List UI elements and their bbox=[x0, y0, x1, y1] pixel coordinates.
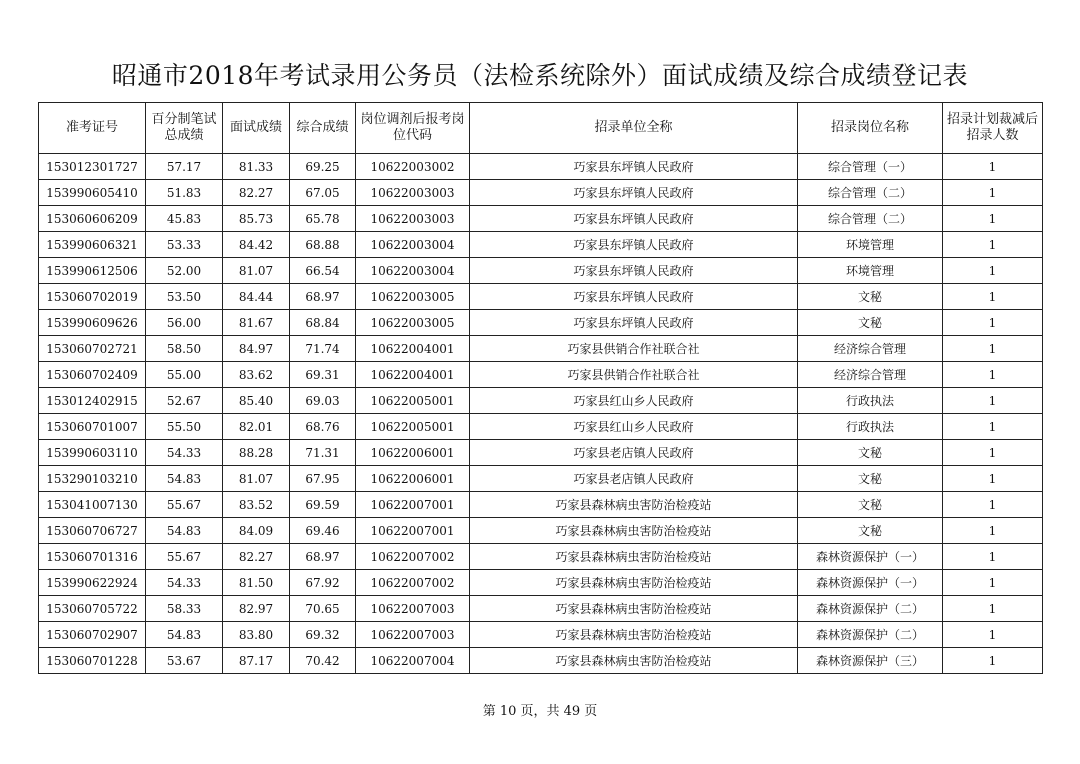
table-row bbox=[39, 440, 1043, 466]
header-plan-count: 招录计划裁减后招录人数 bbox=[943, 103, 1043, 154]
cell-written-score: 55.50 bbox=[146, 414, 223, 440]
cell-written-score: 56.00 bbox=[146, 310, 223, 336]
cell-position-name: 环境管理 bbox=[798, 258, 943, 284]
cell-exam-id: 153060706727 bbox=[39, 518, 146, 544]
cell-exam-id: 153990606321 bbox=[39, 232, 146, 258]
cell-interview-score: 83.80 bbox=[223, 622, 290, 648]
cell-total-score: 69.32 bbox=[290, 622, 356, 648]
cell-interview-score: 82.27 bbox=[223, 544, 290, 570]
cell-written-score: 53.50 bbox=[146, 284, 223, 310]
cell-position-code: 10622003005 bbox=[356, 284, 470, 310]
cell-total-score: 67.95 bbox=[290, 466, 356, 492]
table-row bbox=[39, 622, 1043, 648]
table-row bbox=[39, 596, 1043, 622]
cell-written-score: 52.00 bbox=[146, 258, 223, 284]
cell-total-score: 68.84 bbox=[290, 310, 356, 336]
cell-exam-id: 153990612506 bbox=[39, 258, 146, 284]
cell-written-score: 53.33 bbox=[146, 232, 223, 258]
cell-unit-name: 巧家县供销合作社联合社 bbox=[470, 362, 798, 388]
cell-unit-name: 巧家县红山乡人民政府 bbox=[470, 388, 798, 414]
table-row bbox=[39, 310, 1043, 336]
cell-position-name: 综合管理（一） bbox=[798, 154, 943, 180]
cell-unit-name: 巧家县供销合作社联合社 bbox=[470, 336, 798, 362]
cell-total-score: 71.74 bbox=[290, 336, 356, 362]
cell-exam-id: 153060702907 bbox=[39, 622, 146, 648]
cell-total-score: 69.03 bbox=[290, 388, 356, 414]
cell-position-code: 10622003002 bbox=[356, 154, 470, 180]
table-row bbox=[39, 544, 1043, 570]
cell-position-name: 森林资源保护（一） bbox=[798, 570, 943, 596]
cell-position-code: 10622006001 bbox=[356, 466, 470, 492]
cell-position-name: 经济综合管理 bbox=[798, 336, 943, 362]
cell-total-score: 65.78 bbox=[290, 206, 356, 232]
header-unit-name: 招录单位全称 bbox=[470, 103, 798, 154]
cell-interview-score: 82.27 bbox=[223, 180, 290, 206]
cell-unit-name: 巧家县东坪镇人民政府 bbox=[470, 180, 798, 206]
cell-exam-id: 153060702019 bbox=[39, 284, 146, 310]
cell-interview-score: 84.97 bbox=[223, 336, 290, 362]
cell-unit-name: 巧家县森林病虫害防治检疫站 bbox=[470, 492, 798, 518]
cell-plan-count: 1 bbox=[943, 544, 1043, 570]
cell-interview-score: 84.42 bbox=[223, 232, 290, 258]
cell-written-score: 54.83 bbox=[146, 518, 223, 544]
cell-total-score: 70.42 bbox=[290, 648, 356, 674]
cell-unit-name: 巧家县东坪镇人民政府 bbox=[470, 310, 798, 336]
table-row bbox=[39, 414, 1043, 440]
header-written-score: 百分制笔试总成绩 bbox=[146, 103, 223, 154]
cell-written-score: 45.83 bbox=[146, 206, 223, 232]
cell-position-code: 10622007001 bbox=[356, 518, 470, 544]
table-row bbox=[39, 232, 1043, 258]
table-row bbox=[39, 518, 1043, 544]
cell-total-score: 67.05 bbox=[290, 180, 356, 206]
cell-position-code: 10622003003 bbox=[356, 180, 470, 206]
cell-interview-score: 81.50 bbox=[223, 570, 290, 596]
cell-exam-id: 153060702721 bbox=[39, 336, 146, 362]
cell-total-score: 68.97 bbox=[290, 284, 356, 310]
cell-plan-count: 1 bbox=[943, 648, 1043, 674]
cell-unit-name: 巧家县森林病虫害防治检疫站 bbox=[470, 518, 798, 544]
cell-position-name: 文秘 bbox=[798, 284, 943, 310]
cell-position-code: 10622003004 bbox=[356, 258, 470, 284]
cell-interview-score: 82.01 bbox=[223, 414, 290, 440]
cell-position-name: 文秘 bbox=[798, 492, 943, 518]
cell-total-score: 69.31 bbox=[290, 362, 356, 388]
table-row bbox=[39, 258, 1043, 284]
cell-plan-count: 1 bbox=[943, 388, 1043, 414]
page-title: 昭通市2018年考试录用公务员（法检系统除外）面试成绩及综合成绩登记表 bbox=[111, 61, 969, 90]
cell-position-name: 行政执法 bbox=[798, 414, 943, 440]
cell-position-code: 10622007004 bbox=[356, 648, 470, 674]
cell-unit-name: 巧家县森林病虫害防治检疫站 bbox=[470, 544, 798, 570]
table-row bbox=[39, 492, 1043, 518]
cell-position-code: 10622004001 bbox=[356, 336, 470, 362]
cell-exam-id: 153012402915 bbox=[39, 388, 146, 414]
cell-plan-count: 1 bbox=[943, 492, 1043, 518]
cell-position-code: 10622005001 bbox=[356, 388, 470, 414]
table-row bbox=[39, 206, 1043, 232]
cell-total-score: 66.54 bbox=[290, 258, 356, 284]
header-interview-score: 面试成绩 bbox=[223, 103, 290, 154]
cell-position-code: 10622007001 bbox=[356, 492, 470, 518]
cell-exam-id: 153060705722 bbox=[39, 596, 146, 622]
cell-unit-name: 巧家县森林病虫害防治检疫站 bbox=[470, 596, 798, 622]
cell-interview-score: 81.07 bbox=[223, 258, 290, 284]
header-exam-id: 准考证号 bbox=[39, 103, 146, 154]
cell-plan-count: 1 bbox=[943, 232, 1043, 258]
cell-unit-name: 巧家县老店镇人民政府 bbox=[470, 440, 798, 466]
cell-interview-score: 87.17 bbox=[223, 648, 290, 674]
cell-interview-score: 85.40 bbox=[223, 388, 290, 414]
cell-written-score: 51.83 bbox=[146, 180, 223, 206]
cell-position-code: 10622007003 bbox=[356, 622, 470, 648]
cell-interview-score: 81.67 bbox=[223, 310, 290, 336]
cell-total-score: 68.76 bbox=[290, 414, 356, 440]
cell-interview-score: 83.62 bbox=[223, 362, 290, 388]
cell-exam-id: 153990622924 bbox=[39, 570, 146, 596]
table-row bbox=[39, 154, 1043, 180]
cell-plan-count: 1 bbox=[943, 596, 1043, 622]
cell-written-score: 53.67 bbox=[146, 648, 223, 674]
cell-written-score: 57.17 bbox=[146, 154, 223, 180]
cell-position-code: 10622007002 bbox=[356, 570, 470, 596]
cell-position-name: 森林资源保护（二） bbox=[798, 596, 943, 622]
cell-interview-score: 81.33 bbox=[223, 154, 290, 180]
cell-interview-score: 84.44 bbox=[223, 284, 290, 310]
table-row bbox=[39, 466, 1043, 492]
cell-written-score: 52.67 bbox=[146, 388, 223, 414]
cell-position-code: 10622006001 bbox=[356, 440, 470, 466]
cell-total-score: 69.59 bbox=[290, 492, 356, 518]
cell-unit-name: 巧家县东坪镇人民政府 bbox=[470, 284, 798, 310]
header-total-score: 综合成绩 bbox=[290, 103, 356, 154]
cell-total-score: 69.46 bbox=[290, 518, 356, 544]
table-row bbox=[39, 336, 1043, 362]
cell-total-score: 67.92 bbox=[290, 570, 356, 596]
cell-exam-id: 153060606209 bbox=[39, 206, 146, 232]
cell-plan-count: 1 bbox=[943, 570, 1043, 596]
cell-unit-name: 巧家县森林病虫害防治检疫站 bbox=[470, 570, 798, 596]
cell-position-name: 文秘 bbox=[798, 310, 943, 336]
cell-written-score: 55.67 bbox=[146, 544, 223, 570]
cell-exam-id: 153990603110 bbox=[39, 440, 146, 466]
table-row bbox=[39, 180, 1043, 206]
cell-exam-id: 153060701007 bbox=[39, 414, 146, 440]
cell-position-name: 森林资源保护（二） bbox=[798, 622, 943, 648]
cell-interview-score: 83.52 bbox=[223, 492, 290, 518]
cell-interview-score: 84.09 bbox=[223, 518, 290, 544]
cell-position-name: 综合管理（二） bbox=[798, 206, 943, 232]
cell-position-name: 森林资源保护（三） bbox=[798, 648, 943, 674]
cell-unit-name: 巧家县森林病虫害防治检疫站 bbox=[470, 648, 798, 674]
cell-position-code: 10622003003 bbox=[356, 206, 470, 232]
table-row bbox=[39, 570, 1043, 596]
cell-position-name: 经济综合管理 bbox=[798, 362, 943, 388]
cell-position-code: 10622007003 bbox=[356, 596, 470, 622]
cell-interview-score: 81.07 bbox=[223, 466, 290, 492]
cell-written-score: 55.00 bbox=[146, 362, 223, 388]
cell-plan-count: 1 bbox=[943, 414, 1043, 440]
table-row bbox=[39, 362, 1043, 388]
cell-position-name: 文秘 bbox=[798, 440, 943, 466]
cell-exam-id: 153041007130 bbox=[39, 492, 146, 518]
cell-exam-id: 153990605410 bbox=[39, 180, 146, 206]
cell-position-name: 行政执法 bbox=[798, 388, 943, 414]
header-position-code: 岗位调剂后报考岗位代码 bbox=[356, 103, 470, 154]
cell-exam-id: 153060701316 bbox=[39, 544, 146, 570]
cell-position-name: 森林资源保护（一） bbox=[798, 544, 943, 570]
cell-unit-name: 巧家县老店镇人民政府 bbox=[470, 466, 798, 492]
cell-plan-count: 1 bbox=[943, 284, 1043, 310]
cell-written-score: 55.67 bbox=[146, 492, 223, 518]
cell-plan-count: 1 bbox=[943, 310, 1043, 336]
cell-exam-id: 153060702409 bbox=[39, 362, 146, 388]
cell-unit-name: 巧家县东坪镇人民政府 bbox=[470, 258, 798, 284]
cell-plan-count: 1 bbox=[943, 622, 1043, 648]
cell-total-score: 71.31 bbox=[290, 440, 356, 466]
cell-unit-name: 巧家县森林病虫害防治检疫站 bbox=[470, 622, 798, 648]
cell-position-name: 综合管理（二） bbox=[798, 180, 943, 206]
cell-written-score: 54.33 bbox=[146, 570, 223, 596]
cell-plan-count: 1 bbox=[943, 466, 1043, 492]
header-row bbox=[39, 103, 1043, 154]
cell-interview-score: 85.73 bbox=[223, 206, 290, 232]
cell-written-score: 54.83 bbox=[146, 622, 223, 648]
table-row bbox=[39, 388, 1043, 414]
table-row bbox=[39, 648, 1043, 674]
cell-position-code: 10622007002 bbox=[356, 544, 470, 570]
cell-exam-id: 153290103210 bbox=[39, 466, 146, 492]
cell-position-name: 环境管理 bbox=[798, 232, 943, 258]
cell-total-score: 69.25 bbox=[290, 154, 356, 180]
cell-plan-count: 1 bbox=[943, 206, 1043, 232]
cell-position-name: 文秘 bbox=[798, 518, 943, 544]
cell-plan-count: 1 bbox=[943, 440, 1043, 466]
cell-interview-score: 82.97 bbox=[223, 596, 290, 622]
cell-position-code: 10622003005 bbox=[356, 310, 470, 336]
cell-plan-count: 1 bbox=[943, 362, 1043, 388]
cell-total-score: 70.65 bbox=[290, 596, 356, 622]
cell-position-code: 10622005001 bbox=[356, 414, 470, 440]
page-footer: 第 10 页，共 49 页 bbox=[482, 704, 598, 719]
cell-unit-name: 巧家县东坪镇人民政府 bbox=[470, 154, 798, 180]
cell-total-score: 68.97 bbox=[290, 544, 356, 570]
cell-total-score: 68.88 bbox=[290, 232, 356, 258]
cell-position-code: 10622004001 bbox=[356, 362, 470, 388]
cell-exam-id: 153990609626 bbox=[39, 310, 146, 336]
cell-written-score: 54.83 bbox=[146, 466, 223, 492]
cell-unit-name: 巧家县红山乡人民政府 bbox=[470, 414, 798, 440]
cell-written-score: 54.33 bbox=[146, 440, 223, 466]
cell-plan-count: 1 bbox=[943, 518, 1043, 544]
cell-plan-count: 1 bbox=[943, 180, 1043, 206]
table-row bbox=[39, 284, 1043, 310]
cell-plan-count: 1 bbox=[943, 258, 1043, 284]
cell-plan-count: 1 bbox=[943, 154, 1043, 180]
cell-interview-score: 88.28 bbox=[223, 440, 290, 466]
table-body bbox=[39, 154, 1043, 674]
cell-plan-count: 1 bbox=[943, 336, 1043, 362]
score-table bbox=[38, 102, 1043, 674]
cell-position-name: 文秘 bbox=[798, 466, 943, 492]
cell-unit-name: 巧家县东坪镇人民政府 bbox=[470, 232, 798, 258]
cell-written-score: 58.33 bbox=[146, 596, 223, 622]
cell-exam-id: 153060701228 bbox=[39, 648, 146, 674]
cell-unit-name: 巧家县东坪镇人民政府 bbox=[470, 206, 798, 232]
cell-position-code: 10622003004 bbox=[356, 232, 470, 258]
cell-written-score: 58.50 bbox=[146, 336, 223, 362]
cell-exam-id: 153012301727 bbox=[39, 154, 146, 180]
header-position-name: 招录岗位名称 bbox=[798, 103, 943, 154]
